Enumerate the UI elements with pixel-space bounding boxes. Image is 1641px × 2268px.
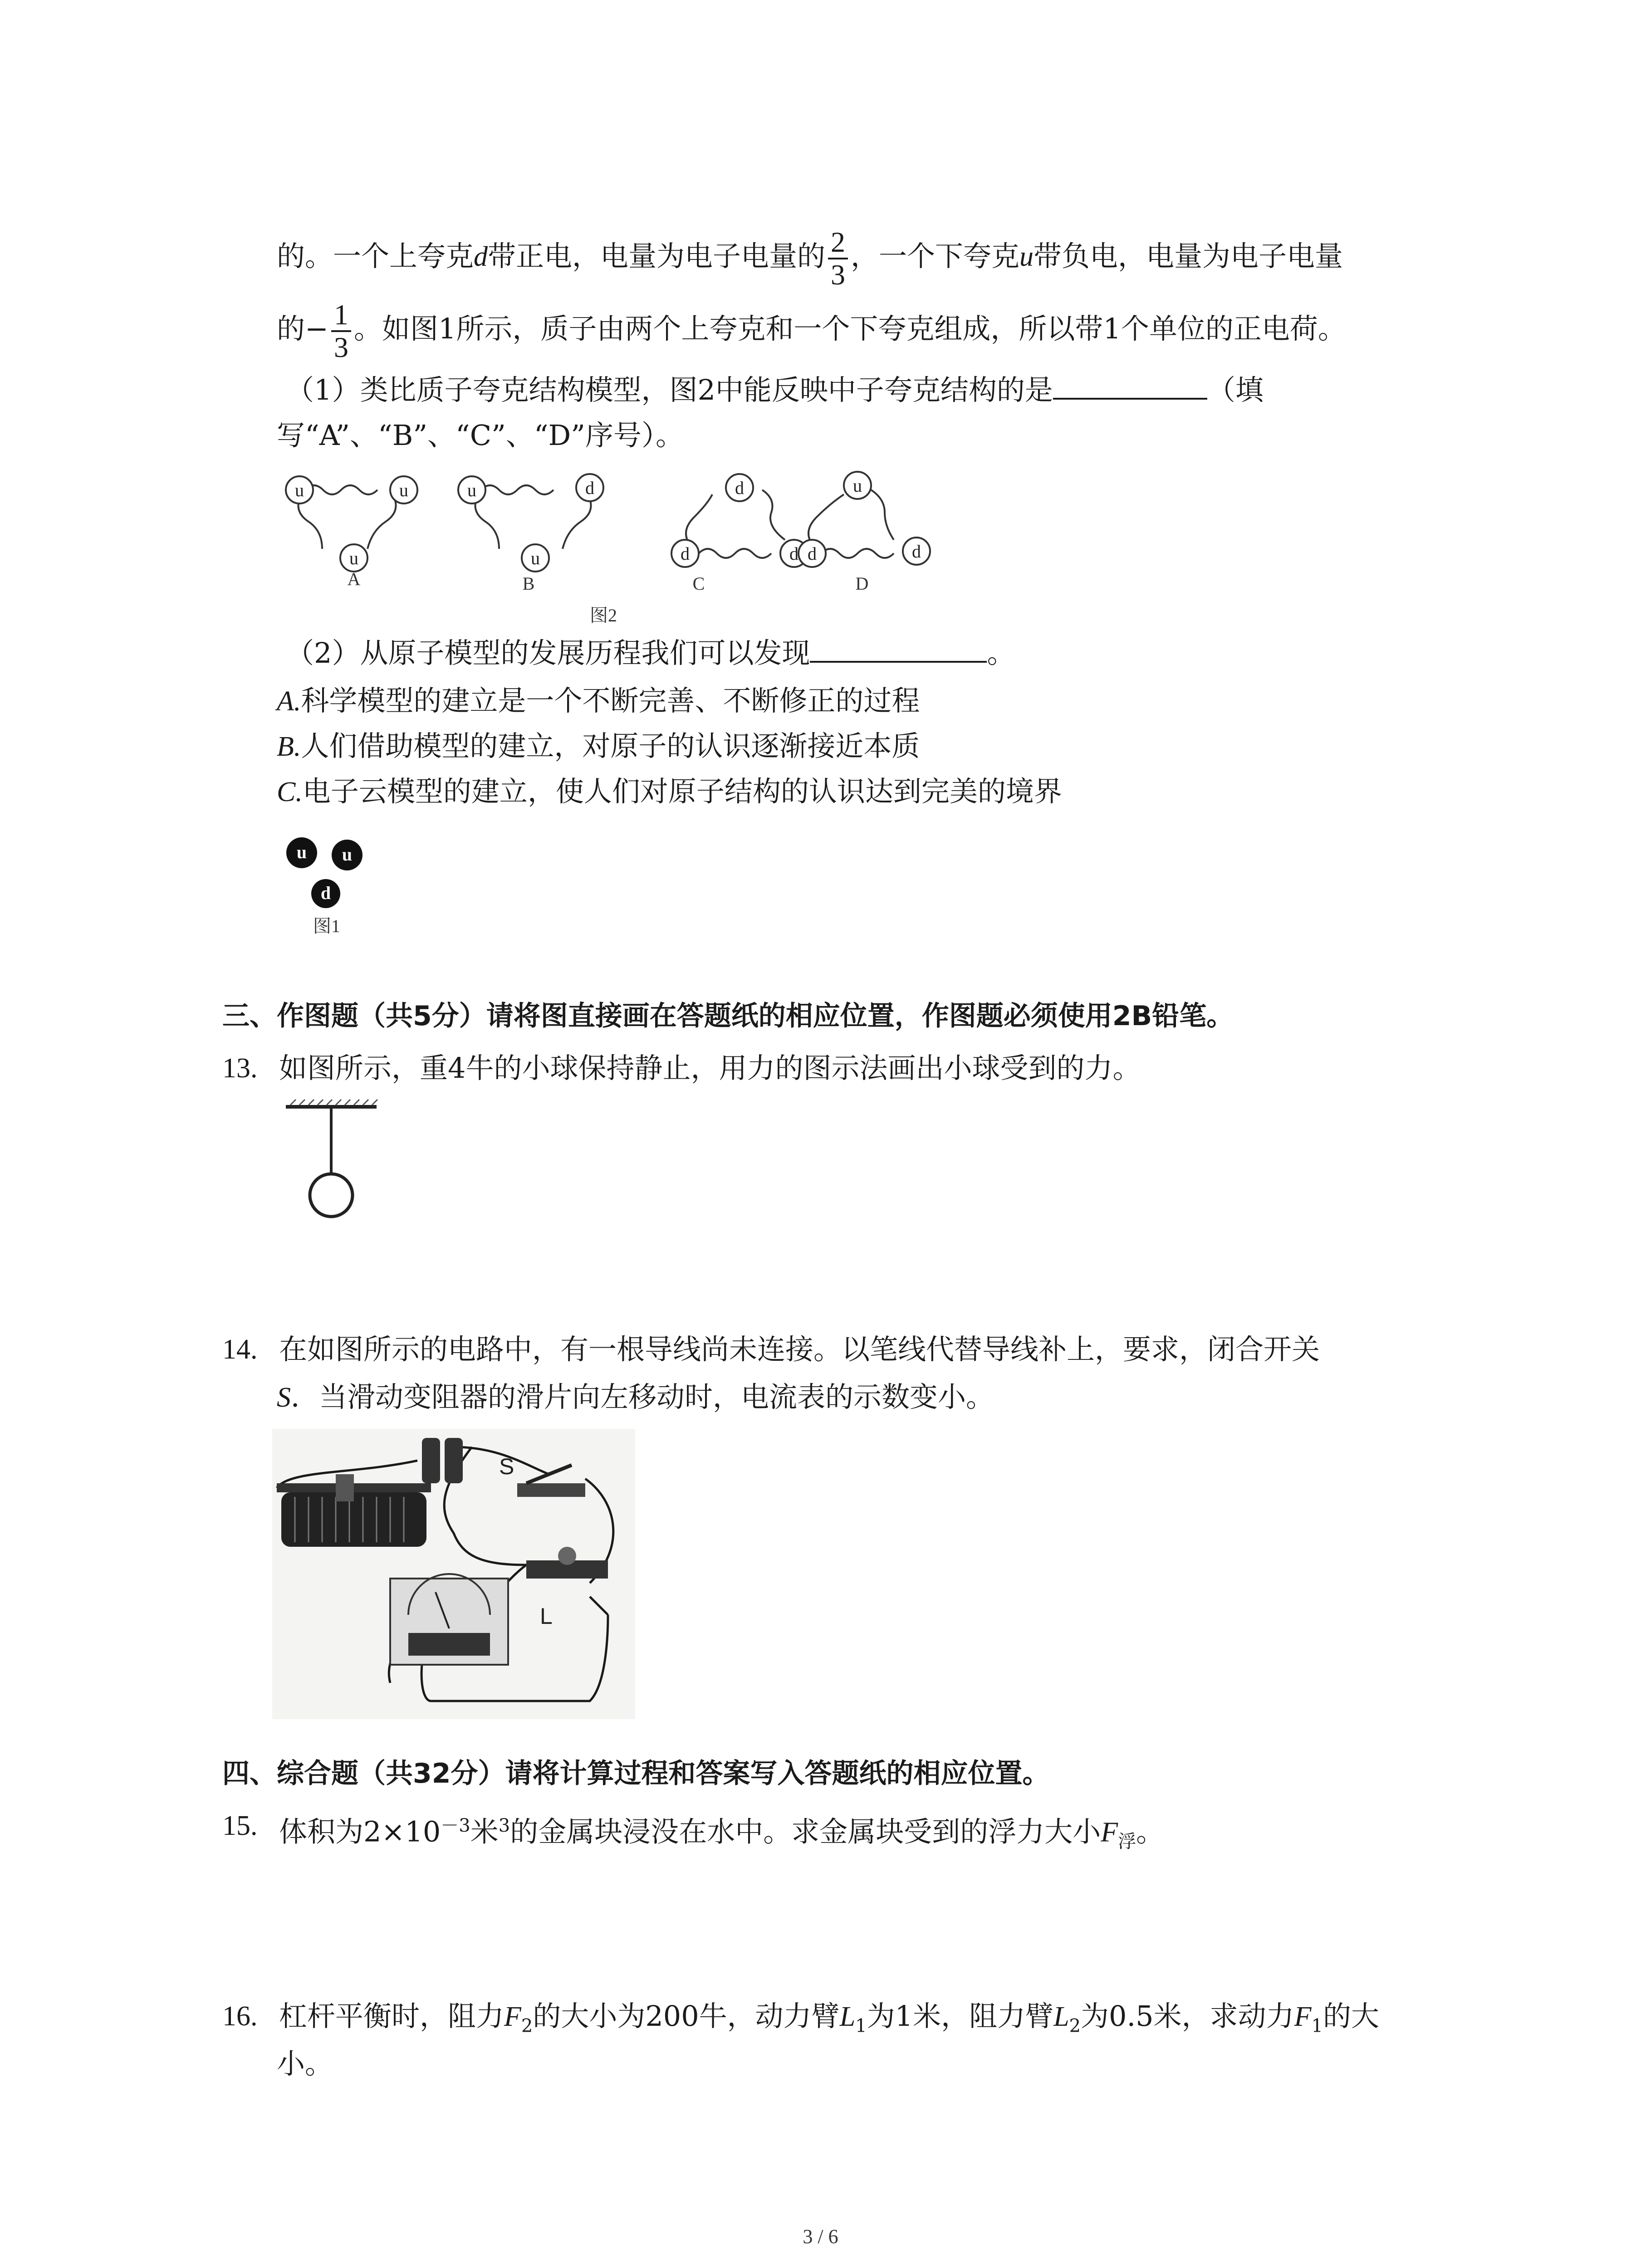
hatch [336, 1100, 341, 1105]
option-c-letter: C. [277, 777, 303, 807]
intro-line-1 [277, 227, 1343, 290]
switch-base [517, 1483, 585, 1497]
option-c [277, 773, 1062, 810]
force-symbol: F [504, 2001, 521, 2032]
option-b-text: 人们借助模型的建立，对原子的认识逐渐接近本质 [301, 729, 920, 763]
fraction-two-thirds [828, 227, 848, 290]
intro-text: ，一个下夸克 [851, 240, 1020, 273]
fig2-label-d: D [855, 573, 869, 594]
hatch [372, 1100, 377, 1105]
gluon-wave [299, 499, 323, 549]
fraction-numerator: 2 [828, 227, 848, 259]
subscript: 2 [1069, 2015, 1081, 2037]
lamp-bulb [558, 1547, 576, 1565]
quark-label: d [808, 543, 817, 564]
q16-text-line2: 小。 [277, 2047, 333, 2080]
switch-label: S [499, 1454, 514, 1479]
gluon-wave [808, 494, 844, 544]
gluon-wave [481, 485, 554, 494]
figure-circuit [272, 1429, 635, 1719]
option-b-letter: B. [277, 731, 301, 762]
hatch [354, 1100, 359, 1105]
hatch [345, 1100, 350, 1105]
option-a-letter: A. [277, 686, 301, 717]
intro-line-2 [277, 299, 1346, 363]
intro-text: 。如图1所示，质子由两个上夸克和一个下夸克组成，所以带1个单位的正电荷。 [353, 312, 1346, 346]
quark-label: d [320, 883, 331, 903]
ammeter-terminals [408, 1633, 490, 1656]
battery-cell [445, 1438, 463, 1483]
q14-text: ．当滑动变阻器的滑片向左移动时，电流表的示数变小。 [291, 1380, 994, 1413]
page-number: 3 / 6 [803, 2225, 838, 2248]
quark-label: d [585, 478, 594, 498]
gluon-wave [821, 549, 894, 558]
quark-label: u [399, 480, 408, 500]
q15-text-part: 米 [470, 1815, 499, 1848]
quark-u-symbol: u [1019, 241, 1034, 273]
length-symbol: L [839, 2001, 856, 2032]
answer-blank-1[interactable] [1053, 389, 1207, 400]
figure-1-proton [272, 826, 377, 948]
quark-label: d [681, 543, 690, 564]
q16-number: 16. [222, 2001, 258, 2032]
q14-number: 14. [222, 1334, 258, 1365]
q15-number: 15. [222, 1810, 258, 1841]
q15-text [279, 1808, 1164, 1860]
q12-part1-line2 [277, 417, 684, 454]
q12-part1-text: （1）类比质子夸克结构模型，图2中能反映中子夸克结构的是 [286, 373, 1053, 406]
force-symbol: F [1294, 2001, 1312, 2032]
quark-label: u [296, 842, 307, 862]
gluon-wave [871, 490, 894, 540]
force-symbol: F [1101, 1817, 1118, 1848]
subscript: 2 [521, 2015, 533, 2037]
gluon-wave [686, 494, 712, 544]
quark-label: u [295, 480, 304, 500]
option-c-text: 电子云模型的建立，使人们对原子结构的认识达到完美的境界 [302, 775, 1062, 808]
fraction-denominator: 3 [831, 259, 846, 291]
hatch [327, 1100, 332, 1105]
hatch [299, 1100, 305, 1105]
q15-text-part: 的金属块浸没在水中。求金属块受到的浮力大小 [510, 1815, 1101, 1848]
quark-label: u [342, 844, 353, 865]
q12-part2-text: （2）从原子模型的发展历程我们可以发现 [286, 636, 810, 670]
quark-label: d [735, 478, 744, 498]
quark-label: d [912, 541, 921, 562]
intro-text: 带负电，电量为电子电量 [1034, 240, 1343, 273]
option-a [277, 683, 920, 719]
quark-label: u [349, 548, 358, 568]
quark-label: u [853, 475, 862, 496]
subscript: 1 [855, 2015, 867, 2037]
q14-text-line1: 在如图所示的电路中，有一根导线尚未连接。以笔线代替导线补上，要求，闭合开关 [279, 1333, 1320, 1366]
q14-text-line2 [277, 1379, 994, 1416]
exponent: －3 [441, 1815, 470, 1836]
figure-2-quark-models [272, 463, 953, 635]
q13-text: 如图所示，重4牛的小球保持静止，用力的图示法画出小球受到的力。 [279, 1051, 1141, 1085]
q16-text-line1 [279, 1998, 1379, 2044]
exponent: 3 [498, 1815, 510, 1836]
fraction-one-third [331, 299, 351, 363]
quark-label: u [531, 548, 540, 568]
gluon-wave [762, 490, 785, 540]
q12-part1-text: （填 [1207, 373, 1264, 406]
subscript: 浮 [1118, 1831, 1136, 1853]
q13-number: 13. [222, 1053, 258, 1084]
fig2-caption: 图2 [590, 605, 617, 626]
subscript: 1 [1311, 2015, 1323, 2037]
ammeter [390, 1574, 508, 1665]
length-symbol: L [1053, 2001, 1069, 2032]
fig2-label-c: C [692, 573, 705, 594]
fig2-label-b: B [522, 573, 535, 594]
quark-label: u [467, 480, 476, 500]
gluon-wave [699, 549, 771, 558]
hatch [309, 1100, 314, 1105]
q12-part1-text: 写“A”、“B”、“C”、“D”序号）。 [277, 419, 684, 452]
quark-d-symbol: d [474, 241, 488, 273]
fig1-caption: 图1 [313, 916, 340, 936]
q16-text-part: 杠杆平衡时，阻力 [279, 1999, 505, 2033]
figure-hanging-ball [272, 1098, 390, 1225]
hatch [318, 1100, 323, 1105]
q15-text-part: 。 [1136, 1815, 1165, 1848]
q16-text-part: 的大小为200牛，动力臂 [533, 1999, 840, 2033]
intro-text: 的− [277, 312, 328, 346]
intro-text: 带正电，电量为电子电量的 [488, 240, 826, 273]
fig2-label-a: A [347, 569, 361, 589]
q15-text-part: 体积为2×10 [279, 1815, 441, 1848]
gluon-wave [367, 499, 396, 549]
q12-part1-line1 [286, 372, 1264, 408]
fraction-denominator: 3 [333, 331, 348, 363]
q12-part2-end: 。 [987, 636, 1015, 670]
quark-label: d [789, 543, 798, 564]
answer-blank-2[interactable] [810, 652, 987, 663]
q16-text-part: 为1米，阻力臂 [867, 1999, 1054, 2033]
gluon-wave [475, 499, 500, 549]
option-a-text: 科学模型的建立是一个不断完善、不断修正的过程 [301, 684, 920, 717]
lamp-label: L [540, 1603, 553, 1629]
gluon-wave [305, 485, 377, 494]
q12-part2 [286, 635, 1015, 671]
rheostat [277, 1474, 431, 1547]
option-b [277, 728, 920, 765]
fraction-numerator: 1 [331, 299, 351, 332]
gluon-wave [563, 499, 591, 549]
q16-text-part: 为0.5米，求动力 [1081, 1999, 1294, 2033]
section-4-heading: 四、综合题（共32分）请将计算过程和答案写入答题纸的相应位置。 [222, 1758, 1050, 1789]
switch-symbol: S [277, 1382, 291, 1413]
hatch [290, 1100, 296, 1105]
section-3-heading: 三、作图题（共5分）请将图直接画在答题纸的相应位置，作图题必须使用2B铅笔。 [222, 1000, 1234, 1032]
battery-cell [422, 1438, 440, 1483]
q16-text-part: 的大 [1323, 1999, 1379, 2033]
hatch [363, 1100, 368, 1105]
ball [310, 1174, 353, 1217]
rheostat-slider [336, 1474, 354, 1501]
intro-text: 的。一个上夸克 [277, 240, 474, 273]
